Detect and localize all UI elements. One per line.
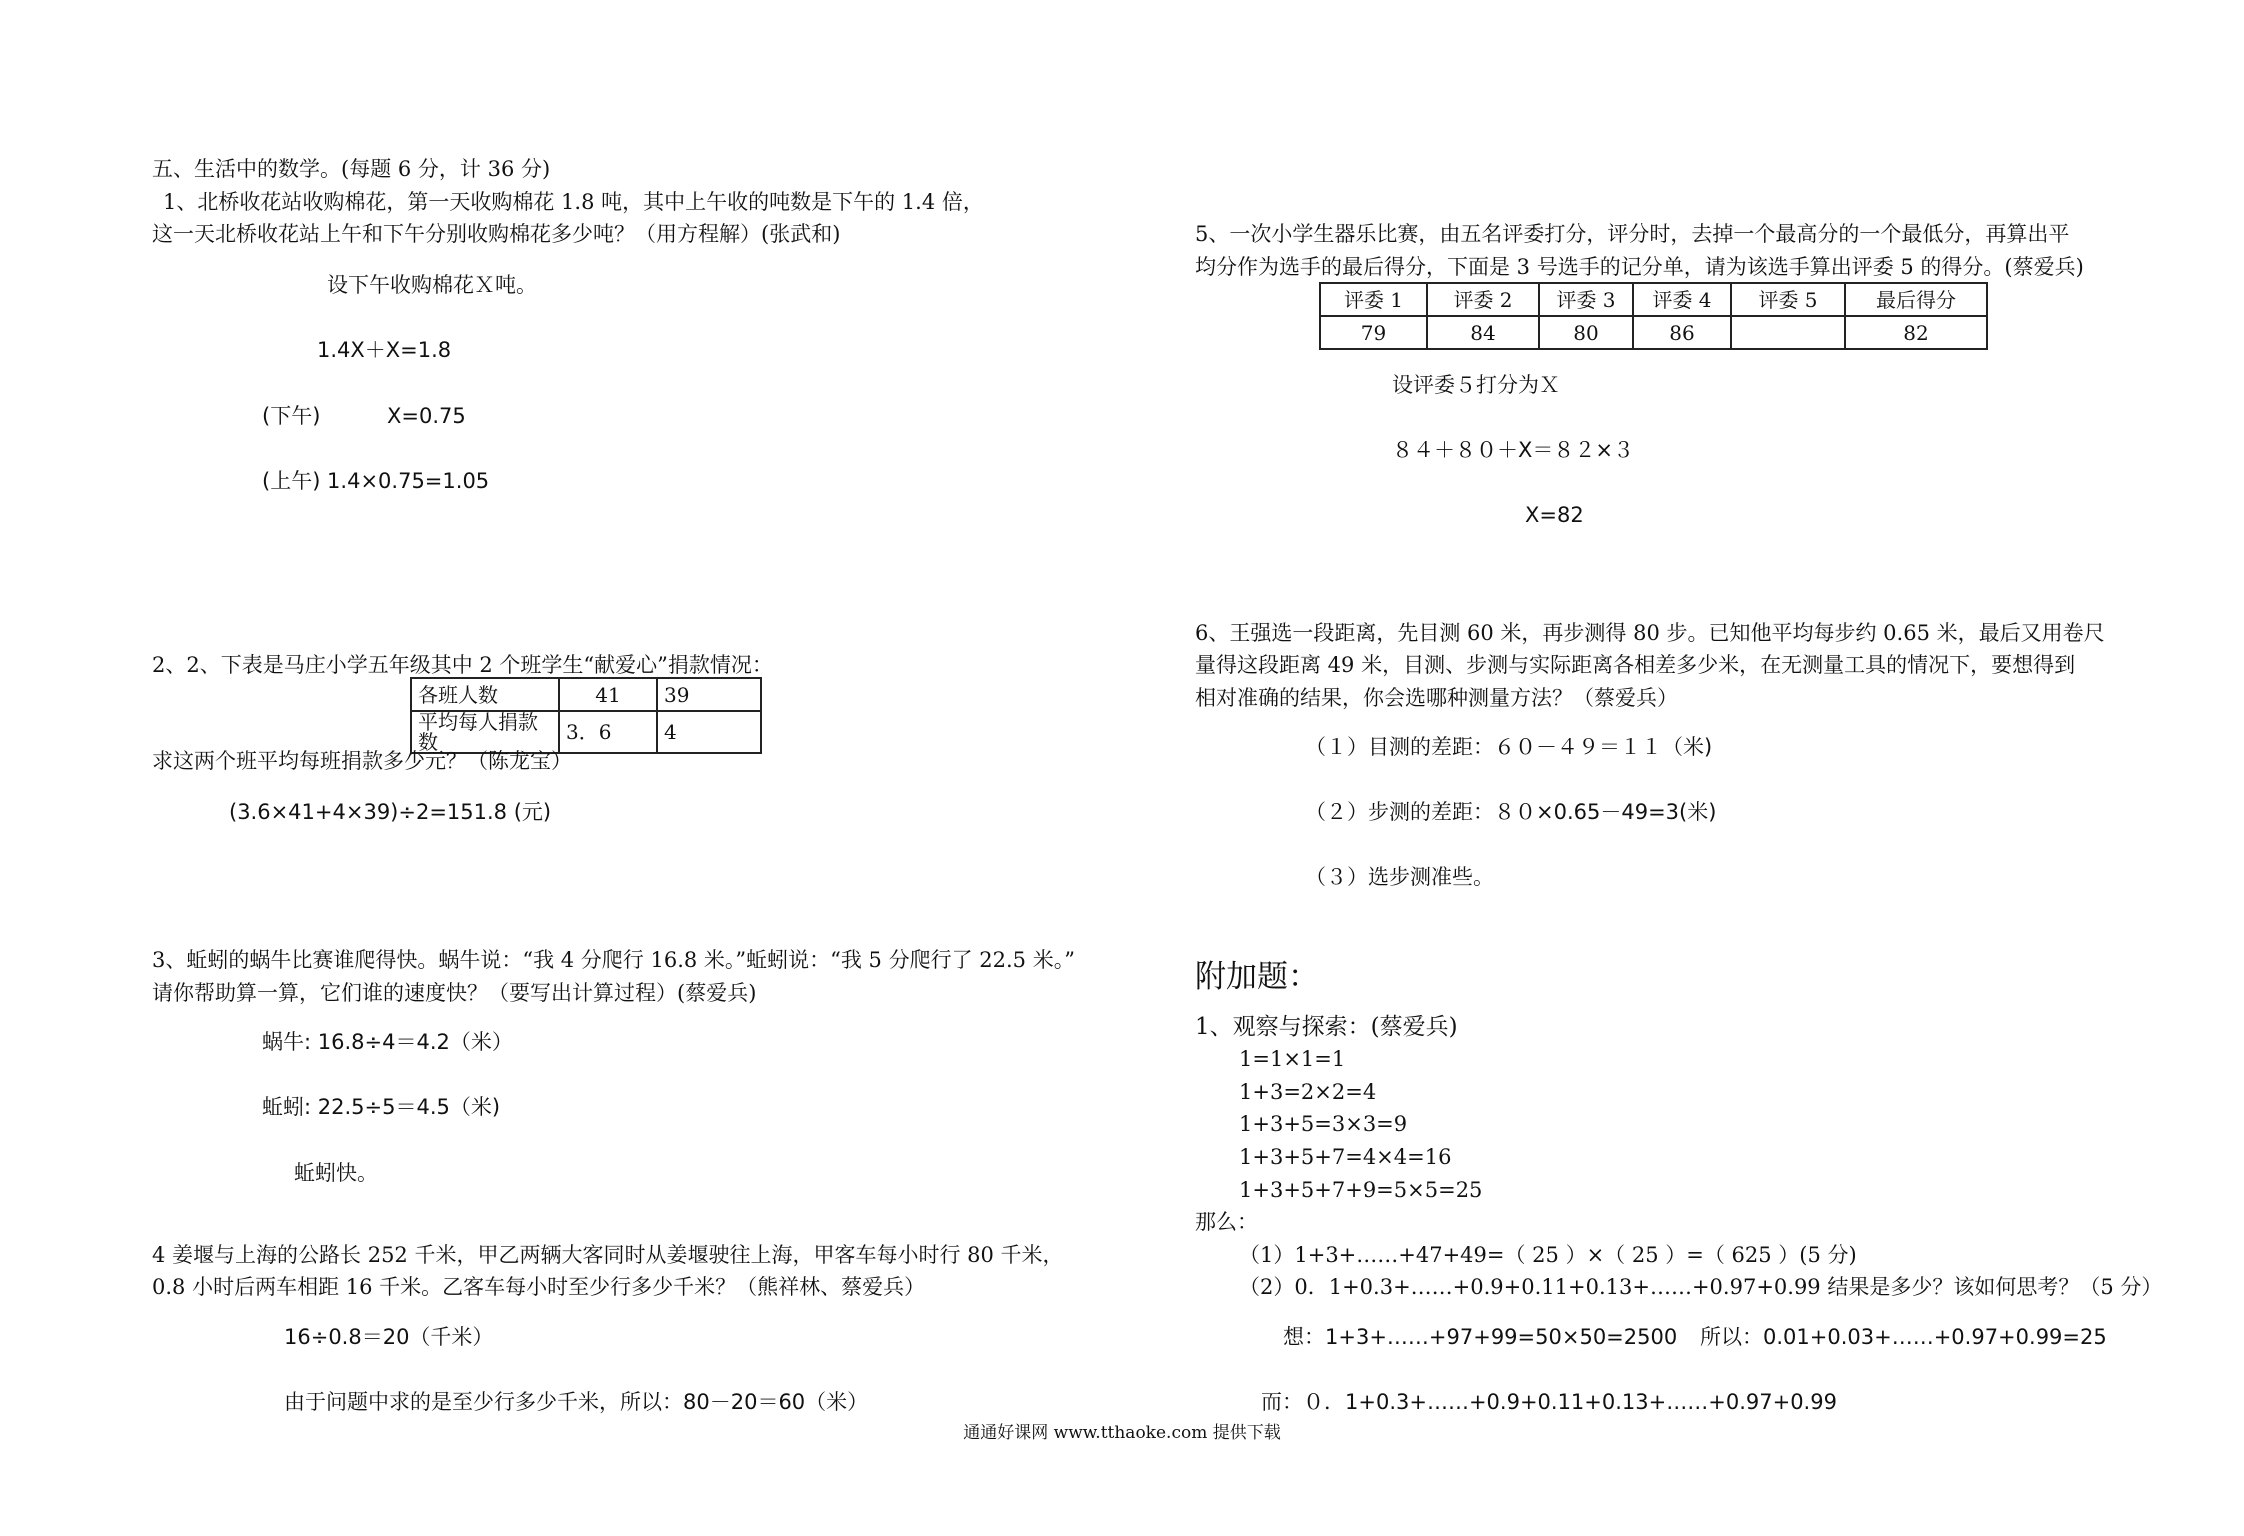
q4-answer-1: 16÷0.8＝20（千米） xyxy=(284,1325,494,1349)
q1-answer-3-label: (下午) xyxy=(262,404,321,428)
table-header-cell: 评委 1 xyxy=(1320,283,1427,316)
table-cell: 41 xyxy=(559,678,657,711)
q5-line1: 5、一次小学生器乐比赛，由五名评委打分，评分时，去掉一个最高分的一个最低分，再算出平 xyxy=(1195,222,2070,246)
q6-answer-1: （１）目测的差距：６０－４９＝１１（米) xyxy=(1305,735,1713,759)
q6-line2: 量得这段距离 49 米，目测、步测与实际距离各相差多少米，在无测量工具的情况下，要想得到 xyxy=(1195,653,2076,677)
q1-line2: 这一天北桥收花站上午和下午分别收购棉花多少吨？（用方程解）(张武和) xyxy=(152,222,841,246)
q6-line3: 相对准确的结果，你会选哪种测量方法？（蔡爱兵） xyxy=(1195,686,1678,710)
pattern-line: 1+3+5+7=4×4=16 xyxy=(1239,1145,1452,1169)
table-cell: 86 xyxy=(1633,316,1731,349)
q2-line1: 2、2、下表是马庄小学五年级其中 2 个班学生“献爱心”捐款情况： xyxy=(152,653,773,677)
pattern-line: 1+3+5=3×3=9 xyxy=(1239,1112,1408,1136)
table-cell: 39 xyxy=(657,678,761,711)
table-cell xyxy=(1731,316,1845,349)
q6-answer-2: （２）步测的差距：８０×0.65－49=3(米) xyxy=(1305,800,1717,824)
extra-sub-question-2: （2）0．1+0.3+……+0.9+0.11+0.13+……+0.97+0.99 结果是多少？该如何思考？（5 分） xyxy=(1239,1275,2163,1299)
table-header-cell: 评委 5 xyxy=(1731,283,1845,316)
pattern-line: 1+3=2×2=4 xyxy=(1239,1080,1377,1104)
extra-section-title: 附加题： xyxy=(1195,959,1319,995)
donation-table xyxy=(410,677,762,754)
q1-answer-4: (上午) 1.4×0.75=1.05 xyxy=(262,469,490,493)
table-row xyxy=(1320,316,1987,349)
table-cell: 84 xyxy=(1427,316,1539,349)
q3-answer-3: 蚯蚓快。 xyxy=(294,1161,378,1185)
q4-answer-2: 由于问题中求的是至少行多少千米，所以：80－20＝60（米） xyxy=(284,1390,869,1414)
pattern-line: 1=1×1=1 xyxy=(1239,1047,1346,1071)
table-cell: 3．6 xyxy=(559,711,657,753)
table-cell: 4 xyxy=(657,711,761,753)
q3-answer-2: 蚯蚓: 22.5÷5＝4.5（米) xyxy=(262,1095,501,1119)
q1-answer-3-value: X=0.75 xyxy=(387,404,466,428)
q5-answer-2: ８４＋８０＋X＝８２×３ xyxy=(1392,438,1634,462)
q1-answer-2: 1.4X＋X=1.8 xyxy=(317,338,452,362)
q2-line2: 求这两个班平均每班捐款多少元？（陈龙宝） xyxy=(152,749,572,773)
footer-credit: 通通好课网 www.tthaoke.com 提供下载 xyxy=(963,1423,1281,1443)
q3-line1: 3、蚯蚓的蜗牛比赛谁爬得快。蜗牛说：“我 4 分爬行 16.8 米。”蚯蚓说：“我 5 分爬行了 22.5 米。” xyxy=(152,948,1075,972)
q6-line1: 6、王强选一段距离，先目测 60 米，再步测得 80 步。已知他平均每步约 0.65 米，最后又用卷尺 xyxy=(1195,621,2105,645)
table-row xyxy=(411,678,761,711)
q1-line1: 1、北桥收花站收购棉花，第一天收购棉花 1.8 吨，其中上午收的吨数是下午的 1.4 倍， xyxy=(163,190,984,214)
q1-answer-1: 设下午收购棉花Ｘ吨。 xyxy=(327,273,537,297)
q3-line2: 请你帮助算一算，它们谁的速度快？（要写出计算过程）(蔡爱兵) xyxy=(152,981,757,1005)
table-cell: 平均每人捐款数 xyxy=(411,711,559,753)
table-header-cell: 评委 2 xyxy=(1427,283,1539,316)
table-cell: 79 xyxy=(1320,316,1427,349)
table-row xyxy=(1320,283,1987,316)
extra-think-2: 所以：0.01+0.03+……+0.97+0.99=25 xyxy=(1700,1325,2107,1349)
table-header-cell: 最后得分 xyxy=(1845,283,1987,316)
table-row xyxy=(411,711,761,753)
extra-think-3: 而：０．1+0.3+……+0.9+0.11+0.13+……+0.97+0.99 xyxy=(1261,1390,1837,1414)
table-cell: 各班人数 xyxy=(411,678,559,711)
q6-answer-3: （３）选步测准些。 xyxy=(1305,865,1494,889)
q5-answer-3: X=82 xyxy=(1525,503,1584,527)
section-5-header: 五、生活中的数学。(每题 6 分，计 36 分) xyxy=(152,157,551,181)
q4-line1: 4 姜堰与上海的公路长 252 千米，甲乙两辆大客同时从姜堰驶往上海，甲客车每小时行 80 千米， xyxy=(152,1243,1064,1267)
then-label: 那么： xyxy=(1195,1210,1258,1234)
extra-sub-question-1: （1）1+3+……+47+49=（ 25 ）×（ 25 ）=（ 625 ）(5 分) xyxy=(1239,1243,1857,1267)
q5-answer-1: 设评委５打分为Ｘ xyxy=(1392,373,1560,397)
q3-answer-1: 蜗牛: 16.8÷4＝4.2（米） xyxy=(262,1030,513,1054)
q4-line2: 0.8 小时后两车相距 16 千米。乙客车每小时至少行多少千米？（熊祥林、蔡爱兵） xyxy=(152,1275,926,1299)
pattern-line: 1+3+5+7+9=5×5=25 xyxy=(1239,1178,1483,1202)
table-cell: 80 xyxy=(1539,316,1633,349)
table-header-cell: 评委 4 xyxy=(1633,283,1731,316)
extra-think-1: 想：1+3+……+97+99=50×50=2500 xyxy=(1283,1325,1678,1349)
table-cell: 82 xyxy=(1845,316,1987,349)
table-header-cell: 评委 3 xyxy=(1539,283,1633,316)
judges-score-table xyxy=(1319,282,1988,350)
q5-line2: 均分作为选手的最后得分，下面是 3 号选手的记分单，请为该选手算出评委 5 的得分。(蔡爱兵) xyxy=(1195,255,2084,279)
extra-q1-header: 1、观察与探索：(蔡爱兵) xyxy=(1195,1014,1458,1040)
q2-answer-1: (3.6×41+4×39)÷2=151.8 (元) xyxy=(229,800,552,824)
